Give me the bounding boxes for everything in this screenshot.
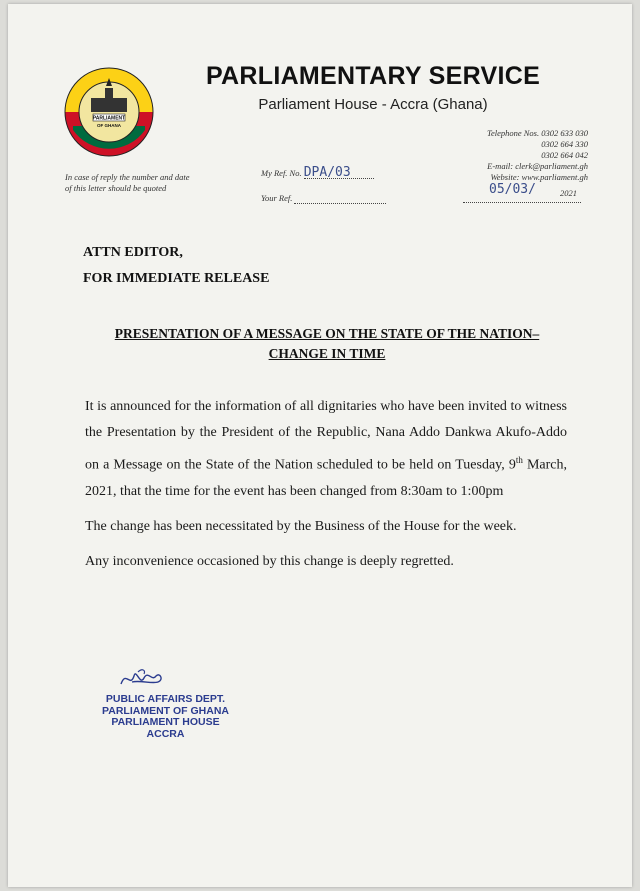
paragraph-1-part-1: It is announced for the information of all dignitaries who have been invited to witness the Presentation by the President of the Republic, Nana Addo Dankwa Akufo-Addo on a Message on the State of the Nation scheduled to be held on Tuesday, 9 (85, 399, 567, 473)
contact-block (448, 128, 588, 183)
my-ref-value: DPA/03 (303, 165, 351, 180)
your-ref-label: Your Ref. (261, 193, 293, 203)
my-ref-label: My Ref. No. (261, 168, 302, 178)
attn-line-1: ATTN EDITOR, (83, 245, 183, 260)
email-label: E-mail: (487, 161, 514, 171)
attention-block (83, 240, 269, 292)
department-stamp (93, 694, 238, 740)
letter-page (8, 4, 632, 887)
attn-line-2: FOR IMMEDIATE RELEASE (83, 271, 270, 286)
organization-address: Parliament House - Accra (Ghana) (258, 96, 488, 113)
date-year: 2021 (560, 188, 577, 198)
letter-date (463, 182, 581, 203)
telephone-2: 0302 664 330 (541, 139, 588, 149)
telephone-1: 0302 633 030 (541, 128, 588, 138)
paragraph-reason: The change has been necessitated by the Business of the House for the week. (85, 518, 517, 534)
paragraph-apology: Any inconvenience occasioned by this change is deeply regretted. (85, 554, 454, 570)
stamp-line-4: ACCRA (146, 727, 185, 740)
signature-icon (118, 664, 168, 692)
stamp-line-1: PUBLIC AFFAIRS DEPT. (105, 693, 226, 705)
email-value: clerk@parliament.gh (515, 161, 588, 171)
heading-line-1: PRESENTATION OF A MESSAGE ON THE STATE OF THE NATION– (114, 326, 540, 341)
telephone-3: 0302 664 042 (541, 150, 588, 160)
heading-line-2: CHANGE IN TIME (268, 346, 386, 361)
reply-note: In case of reply the number and date of this letter should be quoted (65, 172, 190, 193)
release-heading (83, 324, 571, 364)
stamp-line-2: PARLIAMENT OF GHANA (102, 704, 229, 717)
release-body (85, 394, 567, 584)
website-label: Website: (490, 172, 520, 182)
paragraph-1-part-2: March, 2021, that the time for the event has been changed from 8:30am to 1:00pm (85, 457, 567, 499)
your-reference (261, 192, 391, 204)
paragraph-announcement (85, 394, 567, 505)
parliament-crest-icon (63, 66, 155, 158)
crest-label-bottom: OF GHANA (97, 123, 121, 128)
date-handwritten: 05/03/ (489, 182, 536, 197)
telephone-label: Telephone Nos. (487, 128, 540, 138)
ordinal-suffix: th (515, 454, 523, 465)
organization-title: PARLIAMENTARY SERVICE (205, 62, 541, 90)
my-reference (261, 167, 391, 179)
website-value: www.parliament.gh (521, 172, 588, 182)
crest-label-top: PARLIAMENT (92, 115, 126, 122)
stamp-line-3: PARLIAMENT HOUSE (111, 716, 220, 728)
